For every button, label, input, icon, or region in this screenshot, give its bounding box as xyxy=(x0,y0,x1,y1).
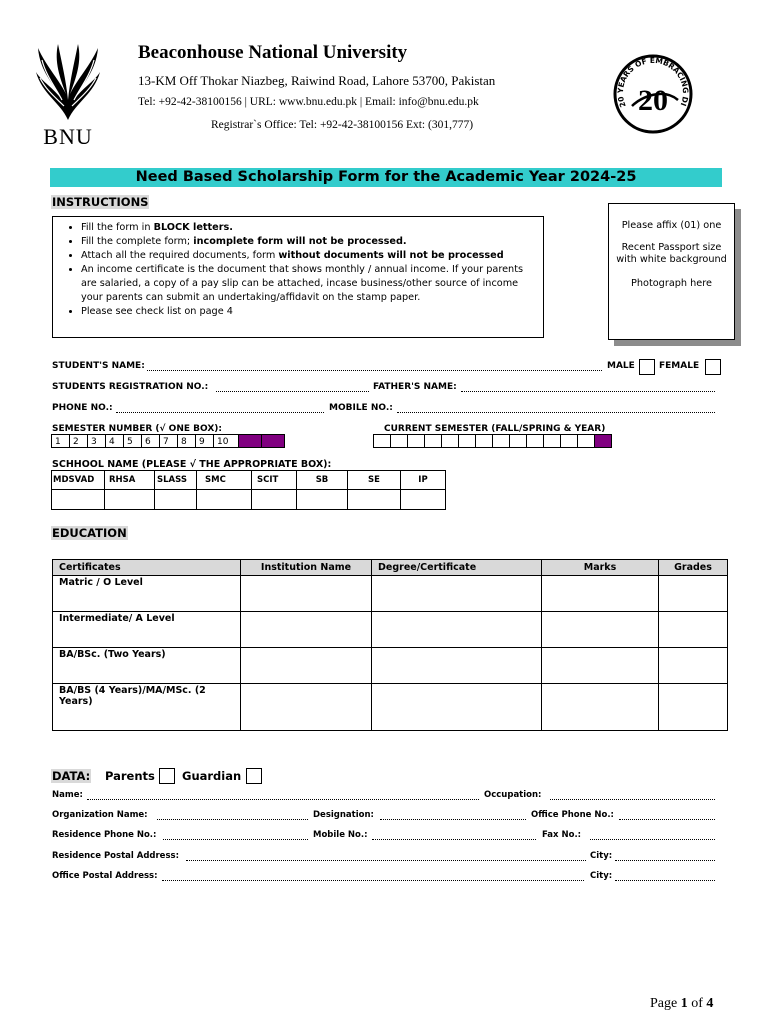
seal-text: 20 YEARS OF EMBRACING DI xyxy=(615,55,691,109)
edu-cell[interactable] xyxy=(659,612,728,648)
semester-box[interactable]: 3 xyxy=(87,434,106,448)
instruction-item: • Fill the form in BLOCK letters. xyxy=(81,221,535,235)
office-postal-field[interactable] xyxy=(162,871,584,881)
page-total: 4 xyxy=(706,996,714,1011)
mobile-label: Mobile No.: xyxy=(313,830,368,840)
photo-instruction-3: Photograph here xyxy=(631,278,712,289)
mobile-no-label: MOBILE NO.: xyxy=(329,403,393,413)
guardian-label: Guardian xyxy=(182,769,242,783)
current-semester-box[interactable] xyxy=(373,434,391,448)
city-label-2: City: xyxy=(590,871,613,881)
registrar-contact: Registrar`s Office: Tel: +92-42-38100156 Ext: (301,777) xyxy=(211,119,474,131)
school-option-mdsvad[interactable]: MDSVAD xyxy=(52,471,105,490)
school-tick-box[interactable] xyxy=(155,490,197,510)
residence-postal-label: Residence Postal Address: xyxy=(52,851,179,861)
current-semester-box[interactable] xyxy=(390,434,408,448)
current-semester-box[interactable] xyxy=(560,434,578,448)
current-semester-box[interactable] xyxy=(509,434,527,448)
current-semester-box[interactable] xyxy=(407,434,425,448)
residence-phone-field[interactable] xyxy=(163,830,308,840)
guardian-checkbox[interactable] xyxy=(246,768,262,784)
edu-cell[interactable] xyxy=(372,648,542,684)
city-field-2[interactable] xyxy=(615,871,715,881)
page-number xyxy=(650,996,713,1012)
data-heading: DATA: xyxy=(52,769,91,783)
current-semester-label: CURRENT SEMESTER (FALL/SPRING & YEAR) xyxy=(384,424,606,434)
instruction-item: • Fill the complete form; incomplete form will not be processed. xyxy=(81,235,535,249)
semester-filled-box xyxy=(261,434,285,448)
phone-no-field[interactable] xyxy=(116,403,324,413)
current-semester-box[interactable] xyxy=(526,434,544,448)
school-tick-box[interactable] xyxy=(105,490,155,510)
semester-box[interactable]: 9 xyxy=(195,434,214,448)
bnu-logo xyxy=(32,42,104,149)
student-name-field[interactable] xyxy=(147,361,602,371)
edu-cell[interactable] xyxy=(241,648,372,684)
semester-box[interactable]: 5 xyxy=(123,434,142,448)
edu-row-label: Intermediate/ A Level xyxy=(53,612,241,648)
education-heading: EDUCATION xyxy=(52,526,127,540)
city-label-1: City: xyxy=(590,851,613,861)
city-field-1[interactable] xyxy=(615,851,715,861)
residence-postal-field[interactable] xyxy=(186,851,586,861)
edu-cell[interactable] xyxy=(659,576,728,612)
school-option-sb[interactable]: SB xyxy=(297,471,348,490)
name-label: Name: xyxy=(52,790,83,800)
edu-cell[interactable] xyxy=(542,612,659,648)
page-word: Page xyxy=(650,996,678,1011)
semester-number-label: SEMESTER NUMBER (√ ONE BOX): xyxy=(52,424,222,434)
edu-row-label: BA/BSc. (Two Years) xyxy=(53,648,241,684)
phone-no-label: PHONE NO.: xyxy=(52,403,113,413)
edu-cell[interactable] xyxy=(659,684,728,731)
name-field[interactable] xyxy=(87,790,479,800)
mobile-field[interactable] xyxy=(372,830,536,840)
occupation-label: Occupation: xyxy=(484,790,542,800)
residence-phone-label: Residence Phone No.: xyxy=(52,830,157,840)
edu-row-label: BA/BS (4 Years)/MA/MSc. (2 Years) xyxy=(53,684,241,731)
school-option-smc[interactable]: SMC xyxy=(197,471,252,490)
school-option-slass[interactable]: SLASS xyxy=(155,471,197,490)
semester-box[interactable]: 10 xyxy=(213,434,239,448)
registration-no-label: STUDENTS REGISTRATION NO.: xyxy=(52,382,209,392)
form-title: Need Based Scholarship Form for the Academic Year 2024-25 xyxy=(50,168,722,187)
current-semester-filled-box xyxy=(594,434,612,448)
fathers-name-field[interactable] xyxy=(461,382,715,392)
instructions-heading: INSTRUCTIONS xyxy=(52,195,149,209)
organization-name-field[interactable] xyxy=(157,810,308,820)
office-postal-label: Office Postal Address: xyxy=(52,871,158,881)
school-tick-box[interactable] xyxy=(252,490,297,510)
bnu-wings-icon xyxy=(32,42,104,122)
school-table xyxy=(51,470,446,510)
semester-box[interactable]: 7 xyxy=(159,434,178,448)
photo-instruction-2: Recent Passport size with white background xyxy=(616,242,727,265)
school-option-rhsa[interactable]: RHSA xyxy=(105,471,155,490)
university-address: 13-KM Off Thokar Niazbeg, Raiwind Road, Lahore 53700, Pakistan xyxy=(138,73,496,88)
bnu-logo-text: BNU xyxy=(43,124,93,149)
student-name-label: STUDENT'S NAME: xyxy=(52,361,145,371)
school-name-label: SCHHOOL NAME (PLEASE √ THE APPROPRIATE BOX): xyxy=(52,459,332,470)
university-name: Beaconhouse National University xyxy=(138,42,408,63)
education-table xyxy=(52,559,728,731)
edu-cell[interactable] xyxy=(372,612,542,648)
edu-cell[interactable] xyxy=(372,684,542,731)
edu-cell[interactable] xyxy=(542,684,659,731)
office-phone-field[interactable] xyxy=(619,810,715,820)
edu-cell[interactable] xyxy=(241,576,372,612)
instructions-list xyxy=(53,221,535,319)
designation-label: Designation: xyxy=(313,810,374,820)
current-semester-box[interactable] xyxy=(441,434,459,448)
university-contact: Tel: +92-42-38100156 | URL: www.bnu.edu.pk | Email: info@bnu.edu.pk xyxy=(138,96,479,108)
registration-no-field[interactable] xyxy=(216,382,369,392)
edu-cell[interactable] xyxy=(542,648,659,684)
school-tick-box[interactable] xyxy=(401,490,446,510)
current-semester-box[interactable] xyxy=(424,434,442,448)
edu-cell[interactable] xyxy=(241,612,372,648)
instructions-box xyxy=(52,216,544,338)
semester-box[interactable]: 6 xyxy=(141,434,160,448)
photo-instruction-1: Please affix (01) one xyxy=(621,220,722,231)
current-semester-box[interactable] xyxy=(458,434,476,448)
fathers-name-label: FATHER'S NAME: xyxy=(373,382,457,392)
edu-cell[interactable] xyxy=(659,648,728,684)
current-semester-box[interactable] xyxy=(475,434,493,448)
instruction-item: • An income certificate is the document that shows monthly / annual income. If your parents are salaried, a copy of a pay slip can be attached, incase business/other source of income your parents can submit an undertaking/affidavit on the stamp paper. xyxy=(81,263,535,305)
edu-row-label: Matric / O Level xyxy=(53,576,241,612)
col-certificates: Certificates xyxy=(53,560,241,576)
fax-field[interactable] xyxy=(590,830,715,840)
school-tick-box[interactable] xyxy=(348,490,401,510)
designation-field[interactable] xyxy=(380,810,526,820)
edu-cell[interactable] xyxy=(542,576,659,612)
instruction-item: • Please see check list on page 4 xyxy=(81,305,535,319)
occupation-field[interactable] xyxy=(550,790,715,800)
parents-checkbox[interactable] xyxy=(159,768,175,784)
school-option-ip[interactable]: IP xyxy=(401,471,446,490)
semester-box[interactable]: 8 xyxy=(177,434,196,448)
female-label: FEMALE xyxy=(659,361,700,371)
seal-number: 20 xyxy=(638,84,668,117)
page-current: 1 xyxy=(680,996,688,1011)
semester-box[interactable]: 1 xyxy=(51,434,70,448)
parents-label: Parents xyxy=(105,769,155,783)
office-phone-label: Office Phone No.: xyxy=(531,810,614,820)
school-tick-box[interactable] xyxy=(52,490,105,510)
semester-box[interactable]: 2 xyxy=(69,434,88,448)
fax-label: Fax No.: xyxy=(542,830,582,840)
current-semester-box[interactable] xyxy=(543,434,561,448)
photo-box xyxy=(608,203,735,340)
school-tick-box[interactable] xyxy=(197,490,252,510)
anniversary-seal xyxy=(612,46,694,138)
school-option-se[interactable]: SE xyxy=(348,471,401,490)
male-checkbox[interactable] xyxy=(639,359,655,375)
semester-filled-box xyxy=(238,434,262,448)
col-grades: Grades xyxy=(659,560,728,576)
page-of: of xyxy=(691,996,703,1011)
school-tick-box[interactable] xyxy=(297,490,348,510)
current-semester-box[interactable] xyxy=(577,434,595,448)
current-semester-boxes[interactable] xyxy=(374,434,612,448)
col-institution: Institution Name xyxy=(241,560,372,576)
instruction-item: • Attach all the required documents, form without documents will not be processed xyxy=(81,249,535,263)
organization-name-label: Organization Name: xyxy=(52,810,148,820)
edu-cell[interactable] xyxy=(372,576,542,612)
semester-number-boxes xyxy=(52,434,285,448)
mobile-no-field[interactable] xyxy=(397,403,715,413)
current-semester-box[interactable] xyxy=(492,434,510,448)
semester-box[interactable]: 4 xyxy=(105,434,124,448)
col-marks: Marks xyxy=(542,560,659,576)
female-checkbox[interactable] xyxy=(705,359,721,375)
male-label: MALE xyxy=(607,361,635,371)
edu-cell[interactable] xyxy=(241,684,372,731)
school-option-scit[interactable]: SCIT xyxy=(252,471,297,490)
col-degree: Degree/Certificate xyxy=(372,560,542,576)
